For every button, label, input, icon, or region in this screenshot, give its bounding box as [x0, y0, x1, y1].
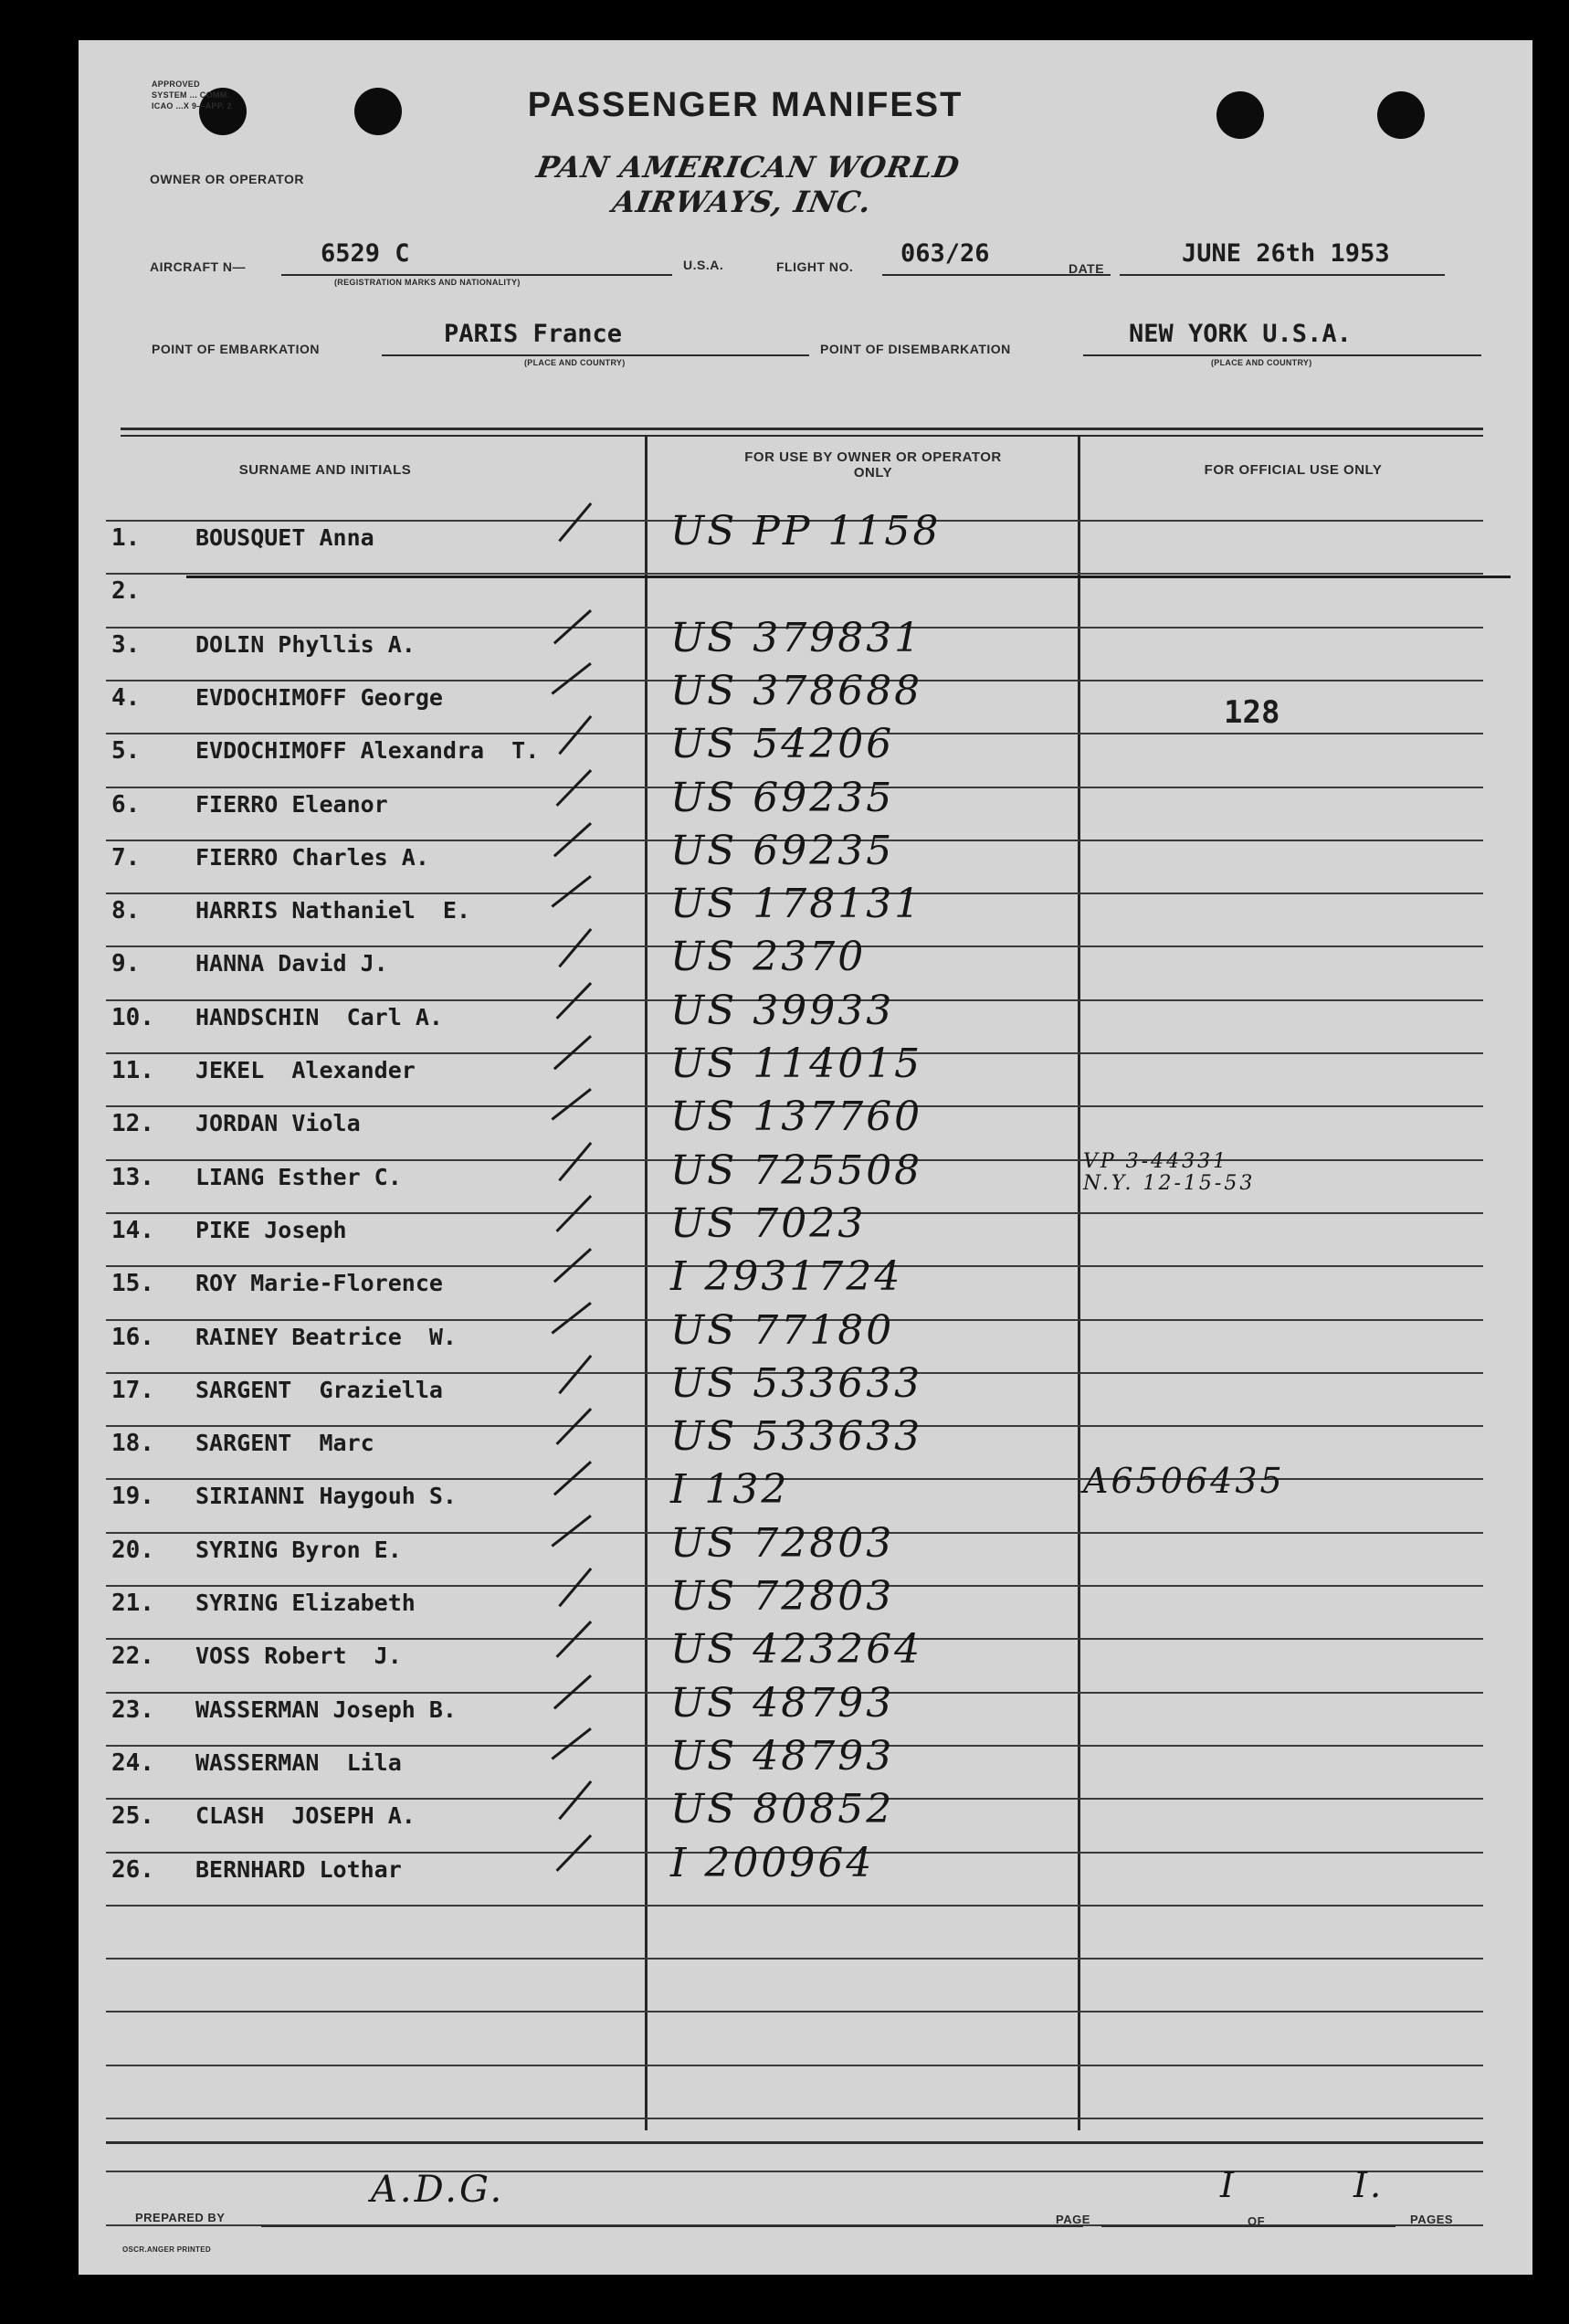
row-rule — [106, 2171, 1483, 2172]
approval-stamp — [152, 79, 232, 111]
page-value: I — [1220, 2165, 1237, 2205]
row-number: 9. — [111, 950, 141, 977]
company-name: PAN AMERICAN WORLD AIRWAYS, INC. — [533, 150, 963, 219]
embark-underline — [382, 354, 809, 356]
passport-number: I 132 — [670, 1466, 790, 1513]
row-number: 7. — [111, 844, 141, 872]
embark-label: POINT OF EMBARKATION — [152, 342, 320, 356]
passport-number: I 2931724 — [670, 1253, 903, 1300]
disembark-underline — [1083, 354, 1481, 356]
passport-number: US 423264 — [670, 1626, 923, 1673]
passport-number: US 114015 — [670, 1041, 923, 1087]
disembark-label: POINT OF DISEMBARKATION — [820, 342, 1011, 356]
row-number: 20. — [111, 1537, 154, 1564]
passenger-name: EVDOCHIMOFF George — [195, 684, 443, 711]
place-caption: (PLACE AND COUNTRY) — [524, 358, 626, 367]
row-number: 2. — [111, 577, 141, 605]
passenger-name: SYRING Elizabeth — [195, 1590, 416, 1616]
row-rule — [106, 2118, 1483, 2119]
of-value: I. — [1353, 2165, 1385, 2205]
row-number: 23. — [111, 1696, 154, 1724]
manifest-page — [79, 40, 1532, 2275]
passenger-name: EVDOCHIMOFF Alexandra T. — [195, 737, 540, 764]
passenger-name: HANDSCHIN Carl A. — [195, 1004, 443, 1030]
table-row — [79, 508, 1532, 570]
passenger-name: SARGENT Graziella — [195, 1377, 443, 1403]
printer-mark: OSCR.ANGER PRINTED — [122, 2245, 211, 2254]
row-number: 3. — [111, 631, 141, 659]
passport-number: US 2370 — [670, 934, 867, 980]
place-caption-2: (PLACE AND COUNTRY) — [1211, 358, 1312, 367]
passport-number: US 48793 — [670, 1680, 895, 1727]
approval-line: APPROVED — [152, 79, 200, 89]
passport-number: I 200964 — [670, 1840, 875, 1886]
official-count: 128 — [1224, 694, 1280, 731]
row-number: 15. — [111, 1270, 154, 1297]
passport-number: US 72803 — [670, 1520, 895, 1567]
row-rule — [106, 573, 1483, 575]
passenger-name: SARGENT Marc — [195, 1430, 374, 1456]
row-number: 24. — [111, 1749, 154, 1777]
page-title: PASSENGER MANIFEST — [527, 86, 964, 124]
passport-number: US 178131 — [670, 881, 923, 927]
prepared-signature: A.D.G. — [371, 2169, 505, 2211]
disembark-value: NEW YORK U.S.A. — [1129, 320, 1352, 348]
passport-number: US PP 1158 — [670, 508, 942, 555]
flight-value: 063/26 — [900, 239, 990, 268]
punch-hole — [1216, 91, 1264, 139]
aircraft-value: 6529 C — [321, 239, 410, 268]
strike-line — [186, 576, 1511, 578]
approval-line: ICAO ...X 9—APP. 2 — [152, 101, 232, 111]
passport-number: US 48793 — [670, 1733, 895, 1780]
passenger-name: PIKE Joseph — [195, 1217, 347, 1243]
table-bottom-rule — [106, 2141, 1483, 2144]
row-number: 11. — [111, 1057, 154, 1084]
row-number: 17. — [111, 1377, 154, 1404]
passenger-name: RAINEY Beatrice W. — [195, 1324, 457, 1350]
passenger-name: LIANG Esther C. — [195, 1164, 402, 1190]
passport-number: US 7023 — [670, 1200, 867, 1247]
passport-number: US 77180 — [670, 1307, 895, 1354]
aircraft-label: AIRCRAFT N— — [150, 259, 247, 274]
official-note: VP 3-44331 N.Y. 12-15-53 — [1083, 1150, 1256, 1195]
table-top-rule-2 — [121, 435, 1483, 437]
passport-number: US 137760 — [670, 1093, 923, 1140]
row-number: 16. — [111, 1324, 154, 1351]
passenger-name: ROY Marie-Florence — [195, 1270, 443, 1296]
row-number: 12. — [111, 1110, 154, 1137]
row-number: 14. — [111, 1217, 154, 1244]
table-top-rule — [121, 428, 1483, 430]
passenger-name: WASSERMAN Lila — [195, 1749, 402, 1776]
check-mark — [558, 502, 592, 542]
official-note: A6506435 — [1083, 1461, 1285, 1501]
passenger-name: BOUSQUET Anna — [195, 524, 374, 551]
usa-label: U.S.A. — [683, 258, 724, 272]
row-number: 5. — [111, 737, 141, 765]
date-value: JUNE 26th 1953 — [1182, 239, 1390, 268]
passenger-name: JORDAN Viola — [195, 1110, 361, 1136]
passenger-name: HARRIS Nathaniel E. — [195, 897, 471, 924]
passenger-name: WASSERMAN Joseph B. — [195, 1696, 457, 1723]
passenger-name: CLASH JOSEPH A. — [195, 1802, 416, 1829]
row-number: 22. — [111, 1643, 154, 1670]
passport-number: US 533633 — [670, 1413, 923, 1460]
of-label: OF — [1248, 2214, 1266, 2228]
passenger-name: FIERRO Charles A. — [195, 844, 429, 871]
row-rule — [106, 1958, 1483, 1960]
row-rule — [106, 2011, 1483, 2012]
row-number: 19. — [111, 1483, 154, 1510]
passport-number: US 533633 — [670, 1360, 923, 1407]
passenger-name: FIERRO Eleanor — [195, 791, 388, 818]
passenger-name: DOLIN Phyllis A. — [195, 631, 416, 658]
row-number: 21. — [111, 1590, 154, 1617]
date-label: DATE — [1069, 261, 1105, 276]
column-header-official: FOR OFFICIAL USE ONLY — [1204, 462, 1383, 478]
passport-number: US 80852 — [670, 1786, 895, 1833]
passenger-name: HANNA David J. — [195, 950, 388, 977]
passenger-name: JEKEL Alexander — [195, 1057, 416, 1083]
punch-hole — [354, 88, 402, 135]
row-rule — [106, 1905, 1483, 1907]
passport-number: US 69235 — [670, 775, 895, 821]
row-number: 10. — [111, 1004, 154, 1031]
passport-number: US 39933 — [670, 988, 895, 1034]
row-number: 6. — [111, 791, 141, 819]
flight-label: FLIGHT NO. — [776, 259, 854, 274]
punch-hole — [1377, 91, 1425, 139]
aircraft-underline — [281, 274, 672, 276]
pages-label: PAGES — [1410, 2213, 1454, 2226]
passport-number: US 378688 — [670, 668, 923, 714]
passenger-name: VOSS Robert J. — [195, 1643, 402, 1669]
date-underline — [1120, 274, 1445, 276]
row-number: 18. — [111, 1430, 154, 1457]
row-number: 25. — [111, 1802, 154, 1830]
of-underline — [1277, 2225, 1395, 2227]
prepared-underline — [261, 2225, 1083, 2227]
approval-line: SYSTEM ... COMM. — [152, 90, 230, 100]
row-rule — [106, 2065, 1483, 2066]
row-number: 1. — [111, 524, 141, 552]
passenger-name: SIRIANNI Haygouh S. — [195, 1483, 457, 1509]
prepared-label: PREPARED BY — [135, 2211, 226, 2224]
passenger-name: BERNHARD Lothar — [195, 1856, 402, 1883]
passport-number: US 72803 — [670, 1573, 895, 1620]
owner-label: OWNER OR OPERATOR — [150, 172, 304, 186]
row-number: 26. — [111, 1856, 154, 1884]
row-number: 4. — [111, 684, 141, 712]
page-label: PAGE — [1056, 2213, 1090, 2226]
column-header-names: SURNAME AND INITIALS — [238, 462, 412, 478]
passenger-name: SYRING Byron E. — [195, 1537, 402, 1563]
row-number: 8. — [111, 897, 141, 924]
table-row — [79, 1413, 1532, 1475]
registration-caption: (REGISTRATION MARKS AND NATIONALITY) — [334, 278, 521, 287]
embark-value: PARIS France — [444, 320, 623, 348]
column-header-owner: FOR USE BY OWNER OR OPERATOR ONLY — [744, 449, 1002, 481]
row-number: 13. — [111, 1164, 154, 1191]
table-row — [79, 1840, 1532, 1902]
passport-number: US 725508 — [670, 1147, 923, 1194]
passport-number: US 54206 — [670, 721, 895, 767]
passport-number: US 69235 — [670, 828, 895, 874]
passport-number: US 379831 — [670, 615, 923, 661]
